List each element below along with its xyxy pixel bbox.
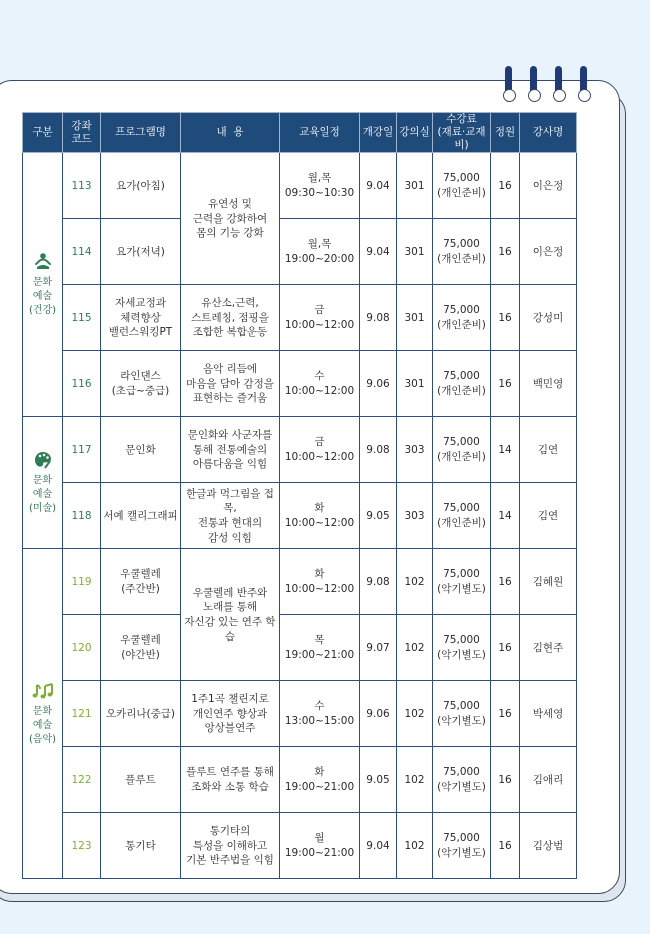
palette-icon [25, 450, 60, 470]
capacity-cell: 16 [491, 549, 520, 615]
start-date-cell: 9.04 [360, 153, 397, 219]
teacher-cell: 김혜원 [520, 549, 577, 615]
schedule-cell: 금 10:00~12:00 [280, 417, 360, 483]
program-name: 자세교정과 체력향상 밸런스워킹PT [101, 285, 181, 351]
course-code: 115 [63, 285, 101, 351]
teacher-cell: 김연 [520, 417, 577, 483]
program-name: 문인화 [101, 417, 181, 483]
course-code: 119 [63, 549, 101, 615]
capacity-cell: 16 [491, 351, 520, 417]
fee-cell: 75,000 (악기별도) [433, 549, 491, 615]
program-name: 오카리나(중급) [101, 681, 181, 747]
program-name: 우쿨렐레 (주간반) [101, 549, 181, 615]
table-row [23, 483, 577, 549]
header-content: 내 용 [181, 113, 280, 153]
start-date-cell: 9.04 [360, 813, 397, 879]
room-cell: 102 [397, 681, 433, 747]
table-row [23, 417, 577, 483]
course-code: 117 [63, 417, 101, 483]
start-date-cell: 9.05 [360, 483, 397, 549]
table-row [23, 615, 577, 681]
schedule-cell: 금 10:00~12:00 [280, 285, 360, 351]
schedule-cell: 월,목 09:30~10:30 [280, 153, 360, 219]
binder-ring [530, 66, 537, 96]
course-content: 통기타의 특성을 이해하고 기본 반주법을 익힘 [181, 813, 280, 879]
binder-ring [555, 66, 562, 96]
program-name: 라인댄스 (초급~중급) [101, 351, 181, 417]
room-cell: 301 [397, 285, 433, 351]
room-cell: 102 [397, 549, 433, 615]
teacher-cell: 김연 [520, 483, 577, 549]
capacity-cell: 16 [491, 681, 520, 747]
table-row [23, 351, 577, 417]
capacity-cell: 16 [491, 153, 520, 219]
category-label: 문화 예술 (미술) [28, 474, 57, 514]
table-row [23, 285, 577, 351]
course-code: 122 [63, 747, 101, 813]
schedule-cell: 화 10:00~12:00 [280, 549, 360, 615]
teacher-cell: 김현주 [520, 615, 577, 681]
table-row [23, 153, 577, 219]
course-schedule-table [22, 112, 577, 879]
header-teacher: 강사명 [520, 113, 577, 153]
category-cell [23, 549, 63, 879]
room-cell: 303 [397, 483, 433, 549]
fee-cell: 75,000 (악기별도) [433, 813, 491, 879]
header-start-date: 개강일 [360, 113, 397, 153]
capacity-cell: 16 [491, 285, 520, 351]
fee-cell: 75,000 (개인준비) [433, 351, 491, 417]
room-cell: 301 [397, 153, 433, 219]
table-header-row [23, 113, 577, 153]
table-row [23, 747, 577, 813]
teacher-cell: 강성미 [520, 285, 577, 351]
room-cell: 102 [397, 615, 433, 681]
header-room: 강의실 [397, 113, 433, 153]
start-date-cell: 9.05 [360, 747, 397, 813]
course-code: 123 [63, 813, 101, 879]
capacity-cell: 16 [491, 747, 520, 813]
table-row [23, 813, 577, 879]
schedule-cell: 수 13:00~15:00 [280, 681, 360, 747]
fee-cell: 75,000 (개인준비) [433, 219, 491, 285]
category-cell [23, 153, 63, 417]
schedule-cell: 수 10:00~12:00 [280, 351, 360, 417]
course-code: 116 [63, 351, 101, 417]
program-name: 통기타 [101, 813, 181, 879]
course-content: 유산소,근력, 스트레칭, 점핑을 조합한 복합운동 [181, 285, 280, 351]
capacity-cell: 16 [491, 813, 520, 879]
room-cell: 303 [397, 417, 433, 483]
course-code: 113 [63, 153, 101, 219]
binder-ring [505, 66, 512, 96]
program-name: 플루트 [101, 747, 181, 813]
program-name: 서예 캘리그래피 [101, 483, 181, 549]
course-code: 120 [63, 615, 101, 681]
category-label: 문화 예술 (음악) [28, 705, 57, 745]
header-program: 프로그램명 [101, 113, 181, 153]
capacity-cell: 16 [491, 219, 520, 285]
course-content: 한글과 먹그림을 접목, 전통과 현대의 감성 익힘 [181, 483, 280, 549]
fee-cell: 75,000 (악기별도) [433, 615, 491, 681]
course-code: 118 [63, 483, 101, 549]
program-name: 요가(저녁) [101, 219, 181, 285]
room-cell: 102 [397, 813, 433, 879]
header-capacity: 정원 [491, 113, 520, 153]
start-date-cell: 9.08 [360, 285, 397, 351]
fee-cell: 75,000 (개인준비) [433, 417, 491, 483]
teacher-cell: 김애리 [520, 747, 577, 813]
teacher-cell: 이은정 [520, 153, 577, 219]
teacher-cell: 박세영 [520, 681, 577, 747]
teacher-cell: 이은정 [520, 219, 577, 285]
meditation-icon [25, 252, 60, 272]
table-row [23, 549, 577, 615]
room-cell: 301 [397, 351, 433, 417]
start-date-cell: 9.06 [360, 681, 397, 747]
fee-cell: 75,000 (개인준비) [433, 483, 491, 549]
course-content: 1주1곡 챌린지로 개인연주 향상과 앙상블연주 [181, 681, 280, 747]
course-code: 114 [63, 219, 101, 285]
course-content: 음악 리듬에 마음을 담아 감정을 표현하는 즐거움 [181, 351, 280, 417]
table-row [23, 219, 577, 285]
capacity-cell: 16 [491, 615, 520, 681]
teacher-cell: 백민영 [520, 351, 577, 417]
room-cell: 301 [397, 219, 433, 285]
header-code: 강좌 코드 [63, 113, 101, 153]
capacity-cell: 14 [491, 417, 520, 483]
capacity-cell: 14 [491, 483, 520, 549]
header-category: 구분 [23, 113, 63, 153]
fee-cell: 75,000 (개인준비) [433, 153, 491, 219]
fee-cell: 75,000 (악기별도) [433, 747, 491, 813]
category-label: 문화 예술 (건강) [28, 276, 57, 316]
schedule-cell: 월,목 19:00~20:00 [280, 219, 360, 285]
schedule-cell: 월 19:00~21:00 [280, 813, 360, 879]
fee-cell: 75,000 (개인준비) [433, 285, 491, 351]
schedule-cell: 목 19:00~21:00 [280, 615, 360, 681]
header-fee: 수강료 (재료·교재비) [433, 113, 491, 153]
course-code: 121 [63, 681, 101, 747]
schedule-cell: 화 10:00~12:00 [280, 483, 360, 549]
course-content: 플루트 연주를 통해 조화와 소통 학습 [181, 747, 280, 813]
program-name: 요가(아침) [101, 153, 181, 219]
music-note-icon [25, 681, 60, 701]
header-schedule: 교육일정 [280, 113, 360, 153]
course-content: 문인화와 사군자를 통해 전통예술의 아름다움을 익힘 [181, 417, 280, 483]
room-cell: 102 [397, 747, 433, 813]
category-cell [23, 417, 63, 549]
program-name: 우쿨렐레 (야간반) [101, 615, 181, 681]
table-row [23, 681, 577, 747]
start-date-cell: 9.07 [360, 615, 397, 681]
teacher-cell: 김상범 [520, 813, 577, 879]
start-date-cell: 9.08 [360, 417, 397, 483]
fee-cell: 75,000 (악기별도) [433, 681, 491, 747]
course-content: 우쿨렐레 반주와 노래를 통해 자신감 있는 연주 학습 [181, 549, 280, 681]
binder-ring [580, 66, 587, 96]
schedule-cell: 화 19:00~21:00 [280, 747, 360, 813]
course-content: 유연성 및 근력을 강화하여 몸의 기능 강화 [181, 153, 280, 285]
start-date-cell: 9.06 [360, 351, 397, 417]
start-date-cell: 9.08 [360, 549, 397, 615]
start-date-cell: 9.04 [360, 219, 397, 285]
